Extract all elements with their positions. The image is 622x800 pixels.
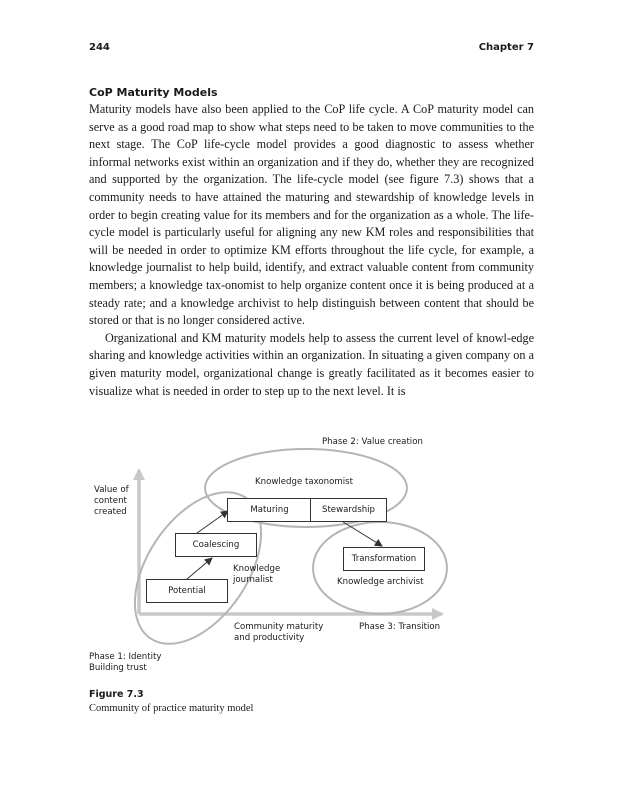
- section-heading: CoP Maturity Models: [89, 86, 218, 99]
- role-journalist-line2: journalist: [233, 575, 273, 585]
- y-axis-label-line2: content: [94, 496, 127, 506]
- x-axis-label-line1: Community maturity: [234, 622, 324, 632]
- arrow-coalescing-maturing: [197, 511, 228, 533]
- role-archivist: Knowledge archivist: [337, 577, 424, 587]
- y-axis-label-line1: Value of: [94, 485, 129, 495]
- phase1-label-line2: Building trust: [89, 663, 147, 673]
- paragraph-1: Maturity models have also been applied to the CoP life cycle. A CoP maturity model can serve as a good road map to show what steps need to be taken to move communities to the next stage. The CoP life-cycle model provides a good diagnostic to assess whether informal networks exist within an organization and if they do, whether they are recognized and supported by the organization. The life-cycle model (see figure 7.3) shows that a community needs to have attained the maturing and stewardship of knowledge levels in order to begin creating value for its members and for the organization as a whole. The life-cycle model is particularly useful for aligning any new KM roles and responsibilities that will be needed in order to optimize KM efforts throughout the life cycle, for example, a knowledge journalist to help build, identify, and extract valuable content from community members; a knowledge tax-onomist to help organize content once it is being produced at a steady rate; and a knowledge archivist to help distinguish between content that should be stored or that is no longer considered active.: [89, 102, 534, 328]
- x-axis-label-line2: and productivity: [234, 633, 305, 643]
- phase1-label-line1: Phase 1: Identity: [89, 652, 162, 662]
- x-axis-label: [234, 622, 323, 644]
- phase2-label: Phase 2: Value creation: [322, 437, 423, 447]
- stage-coalescing: Coalescing: [175, 533, 257, 557]
- figure-number: Figure 7.3: [89, 689, 144, 700]
- role-taxonomist: Knowledge taxonomist: [255, 477, 353, 487]
- page-number: 244: [89, 42, 110, 53]
- stage-transformation: Transformation: [343, 547, 425, 571]
- y-axis-label-line3: created: [94, 507, 127, 517]
- running-head: Chapter 7: [478, 42, 534, 53]
- stage-maturing: Maturing: [227, 498, 312, 522]
- role-journalist-line1: Knowledge: [233, 564, 281, 574]
- paragraph-2: Organizational and KM maturity models help to assess the current level of knowl-edge sharing and knowledge activities within an organization. In situating a given company on a given maturity model, organizational change is greatly facilitated as it becomes easier to visualize what is needed in order to step up to the next level. It is: [89, 330, 534, 398]
- y-axis-label: [94, 485, 129, 518]
- stage-stewardship: Stewardship: [310, 498, 387, 522]
- role-journalist: [233, 564, 280, 586]
- arrow-potential-coalescing: [187, 558, 212, 579]
- body-text: [89, 101, 534, 400]
- stage-potential: Potential: [146, 579, 228, 603]
- figure-caption: Community of practice maturity model: [89, 703, 254, 714]
- phase1-label: [89, 652, 161, 674]
- phase3-label: Phase 3: Transition: [359, 622, 441, 632]
- arrow-stewardship-transformation: [340, 520, 382, 546]
